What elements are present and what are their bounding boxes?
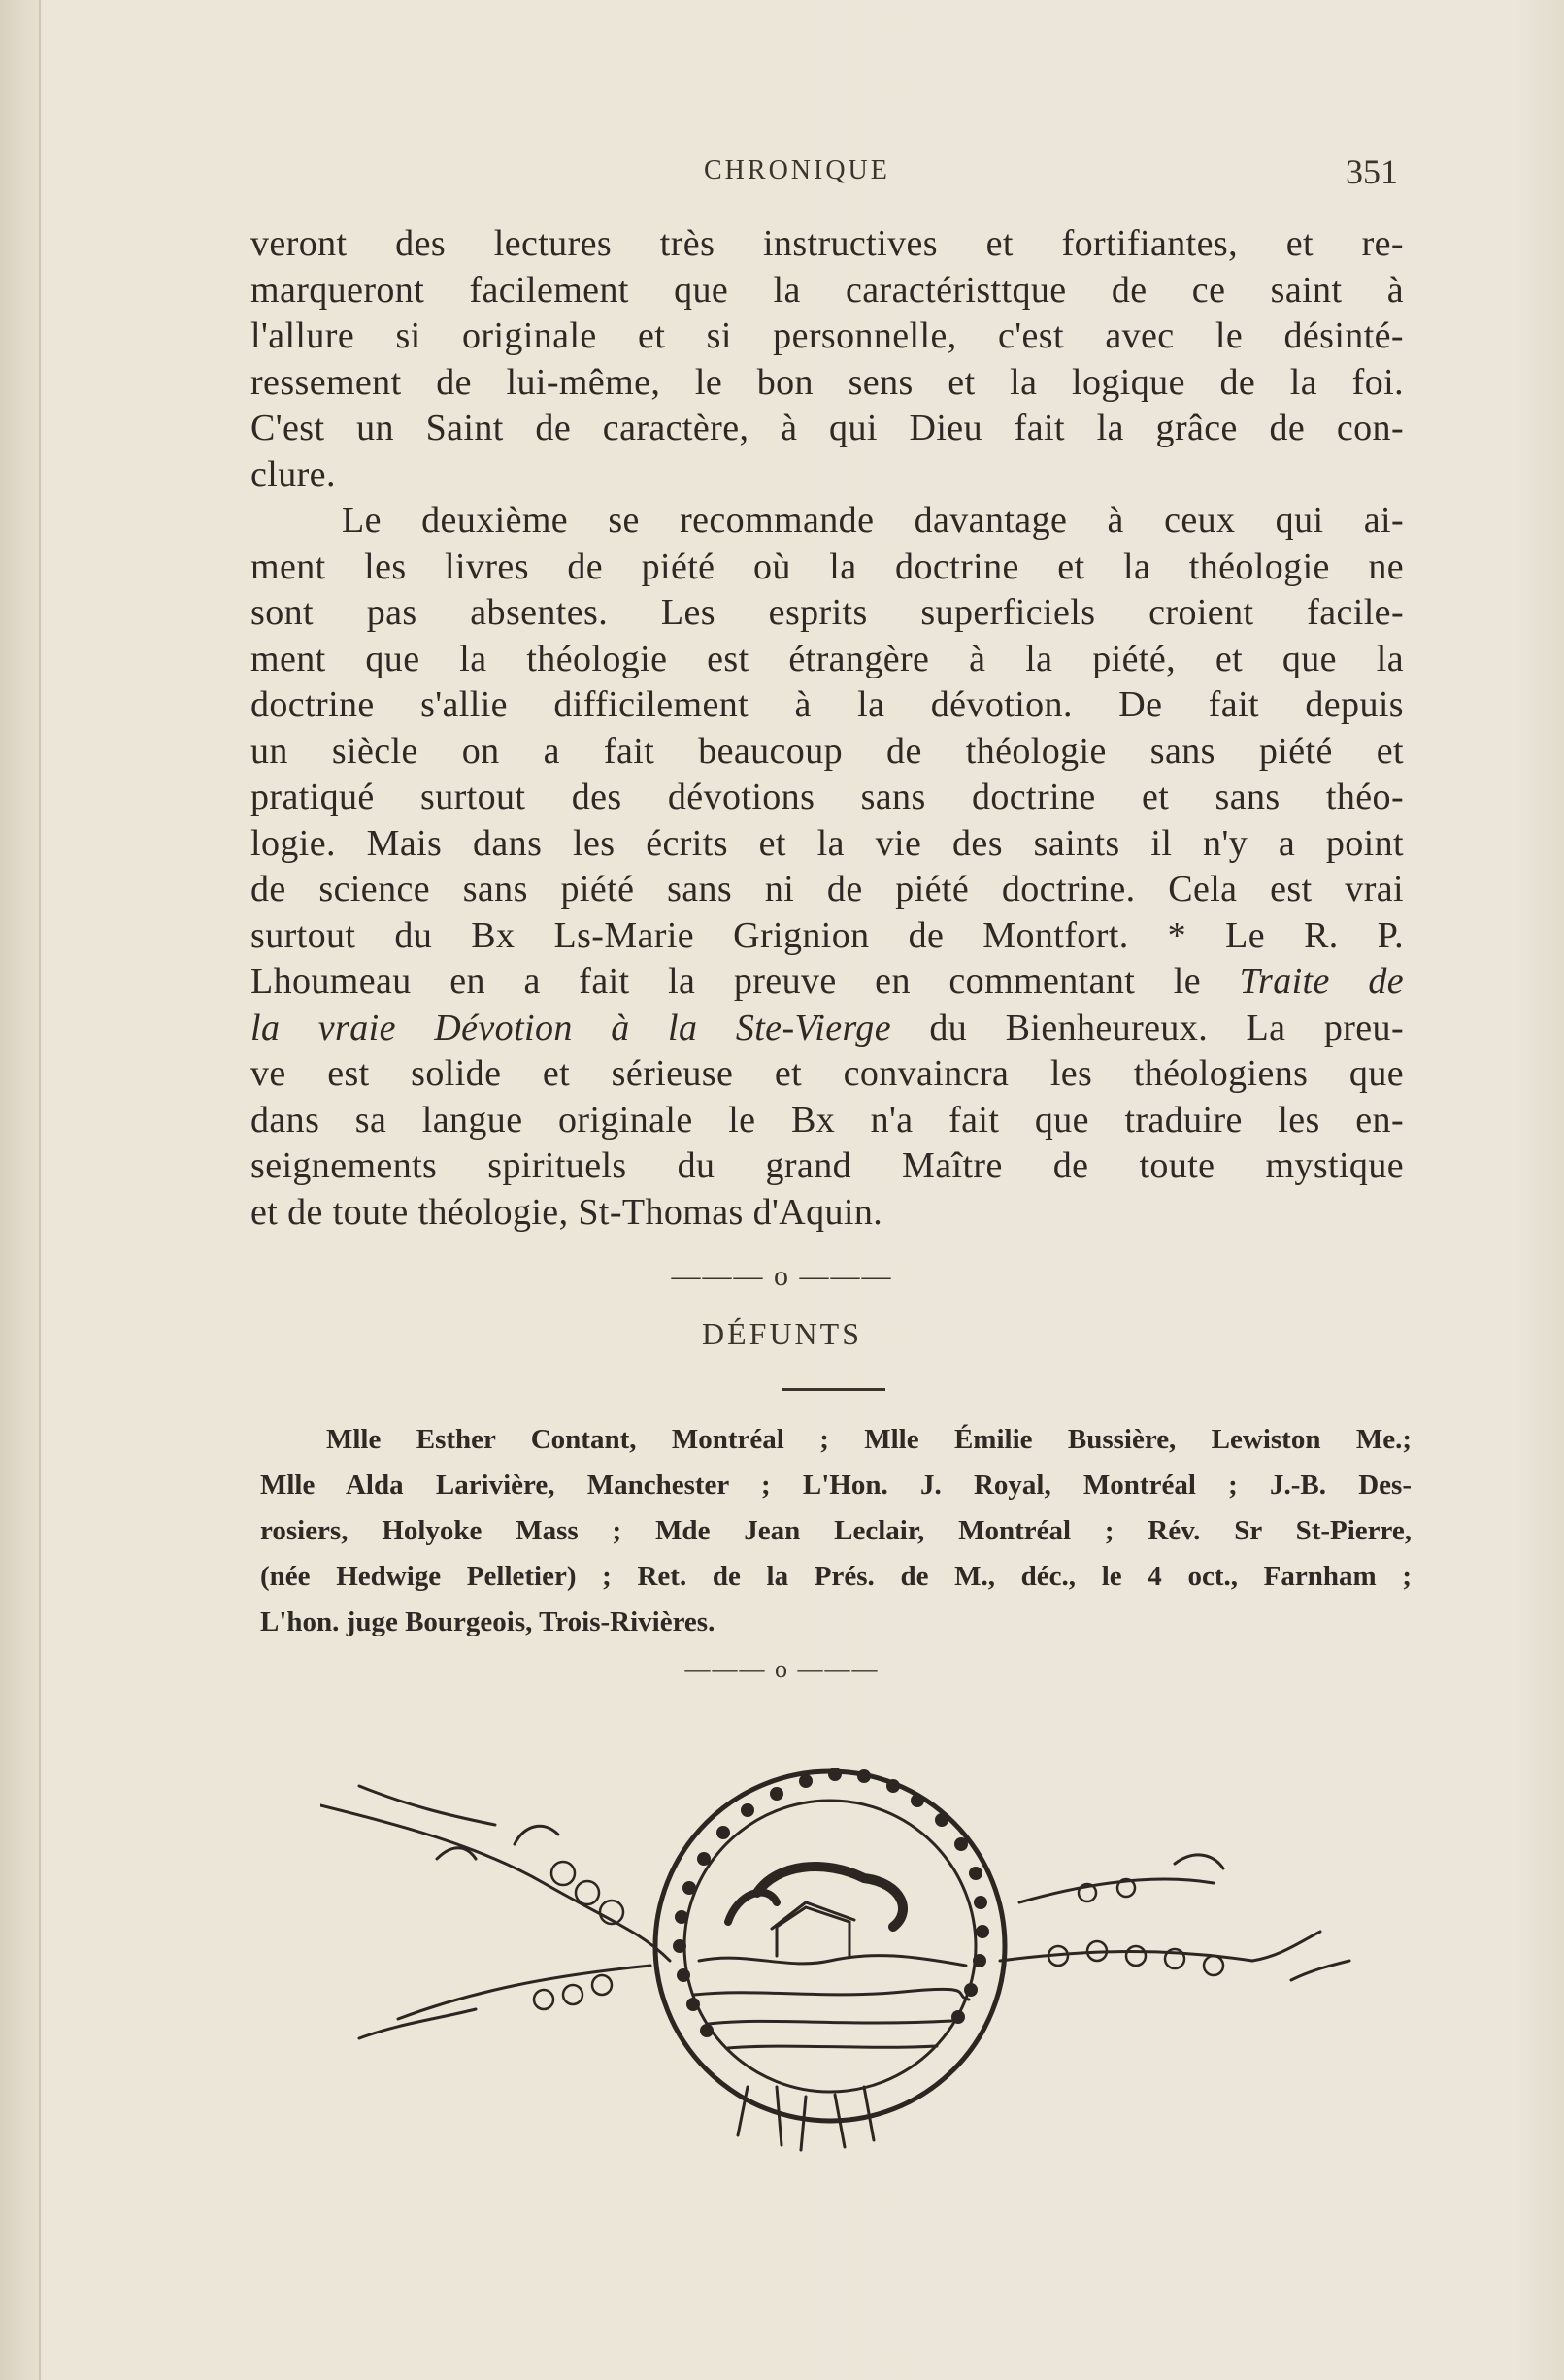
text-line: surtout du Bx Ls-Marie Grignion de Montfort. * Le R. P.	[250, 914, 1404, 956]
text-line: ve est solide et sérieuse et convaincra les théologiens que	[250, 1053, 1404, 1094]
section-separator: ——— o ———	[684, 1655, 880, 1683]
text-line: ment que la théologie est étrangère à la piété, et que la	[250, 638, 1404, 679]
section-title: DÉFUNTS	[701, 1316, 862, 1351]
text-line	[250, 1006, 1404, 1052]
text-line: sont pas absentes. Les esprits superficiels croient facile-	[250, 592, 1404, 633]
text-line: Mlle Esther Contant, Montréal ; Mlle Émilie Bussière, Lewiston Me.;	[326, 1424, 1412, 1455]
title-underline	[782, 1388, 885, 1391]
text-line: clure.	[250, 453, 336, 495]
deceased-list	[260, 1417, 1412, 1645]
landscape-vignette-icon	[320, 1767, 1359, 2155]
text-line: ment les livres de piété où la doctrine et la théologie ne	[250, 545, 1404, 587]
text-line: seignements spirituels du grand Maître de toute mystique	[250, 1145, 1404, 1186]
text-line: Mlle Alda Larivière, Manchester ; L'Hon. J. Royal, Montréal ; J.-B. Des-	[260, 1470, 1412, 1501]
text-line: de science sans piété sans ni de piété doctrine. Cela est vrai	[250, 869, 1404, 909]
text-line: Le deuxième se recommande davantage à ceux qui ai-	[342, 500, 1404, 541]
text-line: pratiqué surtout des dévotions sans doctrine et sans théo-	[250, 777, 1404, 817]
running-header	[252, 152, 1398, 194]
text-line: ressement de lui-même, le bon sens et la logique de la foi.	[250, 361, 1404, 403]
text-line: doctrine s'allie difficilement à la dévotion. De fait depuis	[250, 684, 1404, 725]
text-segment: du Bienheureux. La preu-	[929, 1007, 1404, 1048]
text-line: rosiers, Holyoke Mass ; Mde Jean Leclair, Montréal ; Rév. Sr St-Pierre,	[260, 1515, 1412, 1546]
text-line: veront des lectures très instructives et fortifiantes, et re-	[250, 223, 1404, 264]
section-separator: ——— o ———	[671, 1260, 893, 1292]
text-line	[250, 959, 1404, 1006]
text-line: et de toute théologie, St-Thomas d'Aquin.	[250, 1191, 883, 1233]
text-line: un siècle on a fait beaucoup de théologie sans piété et	[250, 730, 1404, 772]
text-segment: Lhoumeau en a fait la preuve en commentant le	[250, 961, 1201, 1002]
text-line: dans sa langue originale le Bx n'a fait que traduire les en-	[250, 1099, 1404, 1140]
text-line: marqueront facilement que la caractéristtque de ce saint à	[250, 269, 1404, 311]
book-title-italic: Traite de	[1239, 961, 1404, 1002]
page-spine-edge	[0, 0, 41, 2380]
body-text	[250, 221, 1404, 1236]
running-title: CHRONIQUE	[704, 155, 890, 185]
text-line: l'allure si originale et si personnelle, c'est avec le désinté-	[250, 315, 1404, 356]
text-line: (née Hedwige Pelletier) ; Ret. de la Prés. de M., déc., le 4 oct., Farnham ;	[260, 1561, 1412, 1592]
book-title-italic: la vraie Dévotion à la Ste-Vierge	[250, 1007, 891, 1048]
text-line: L'hon. juge Bourgeois, Trois-Rivières.	[260, 1606, 715, 1637]
text-line: logie. Mais dans les écrits et la vie des saints il n'y a point	[250, 822, 1404, 864]
page-number: 351	[1346, 152, 1398, 191]
text-line: C'est un Saint de caractère, à qui Dieu fait la grâce de con-	[250, 408, 1404, 448]
